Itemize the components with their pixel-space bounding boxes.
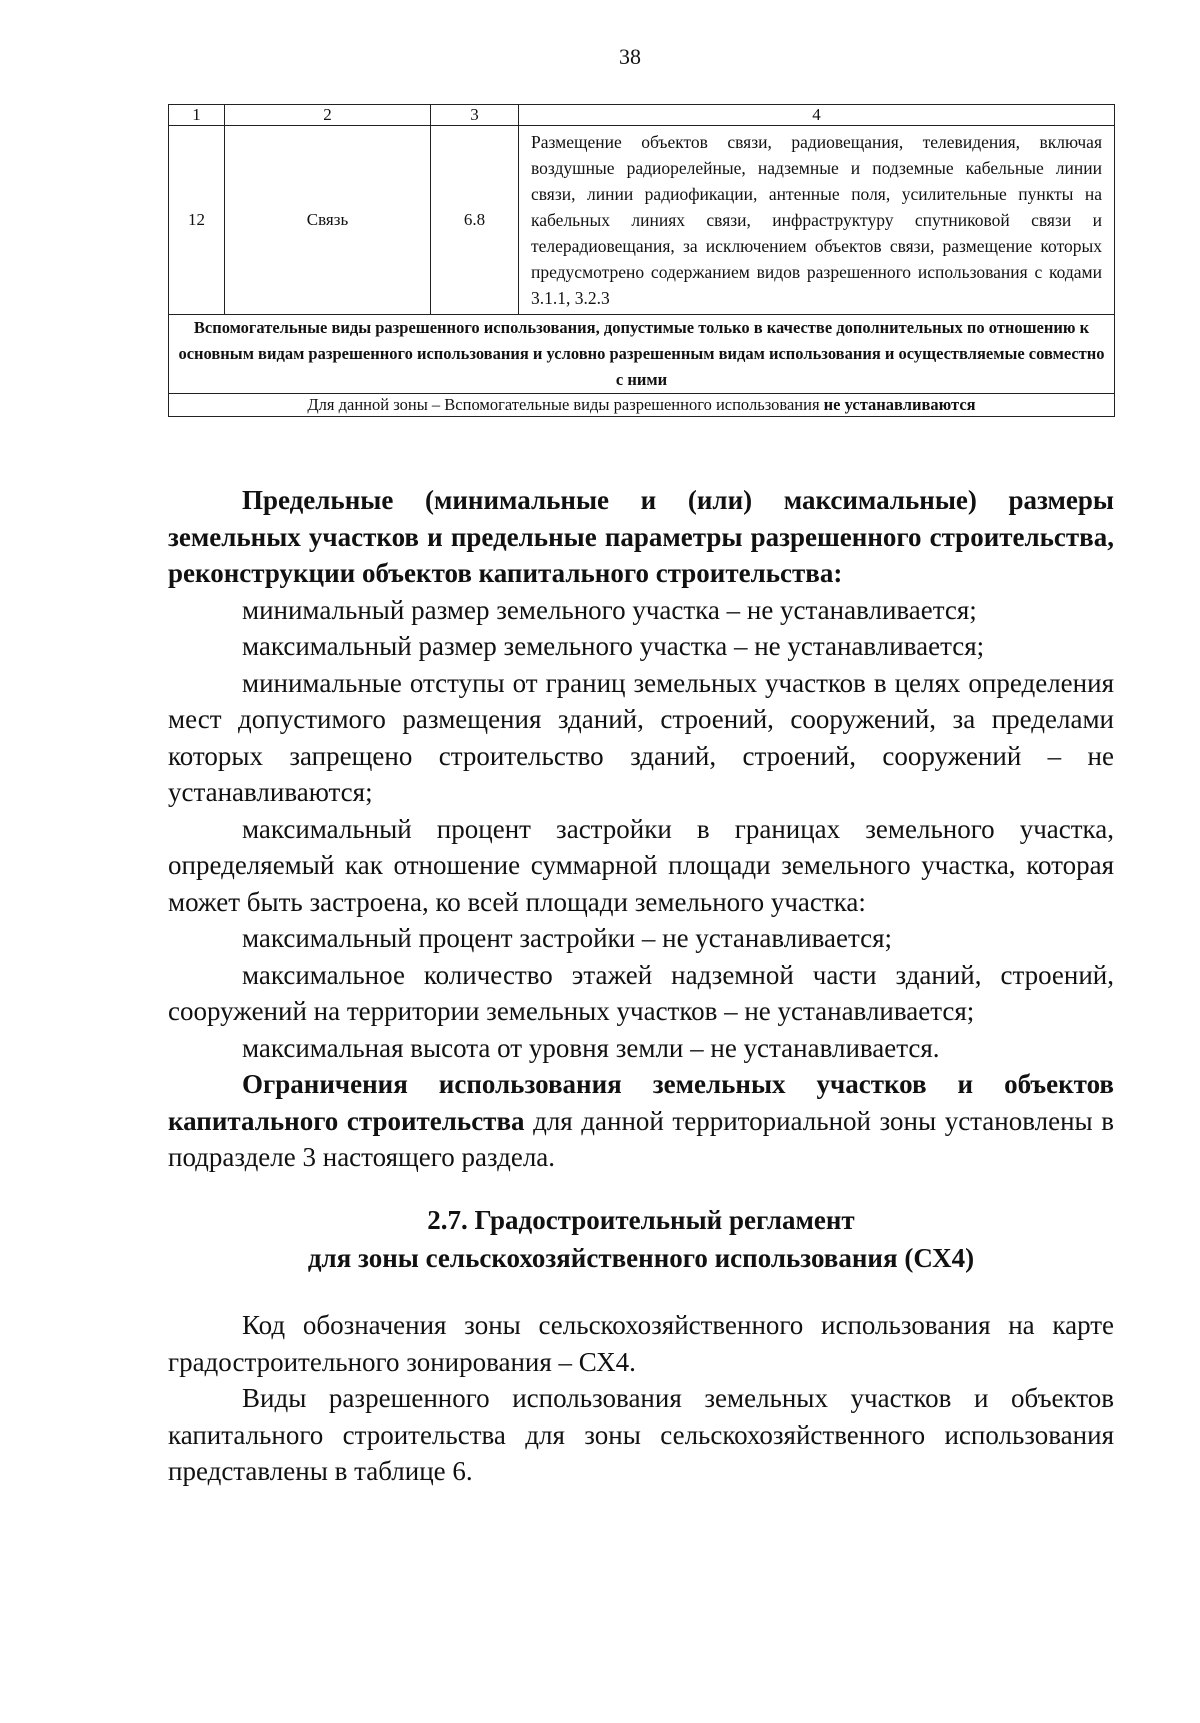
limits-item: максимальный процент застройки – не устанавливается; (242, 923, 893, 953)
aux-note (169, 394, 1115, 417)
table-row (169, 126, 1115, 315)
land-use-table (168, 104, 1115, 417)
limits-item: максимальный процент застройки в границах земельного участка, определяемый как отношение суммарной площади земельного участка, которая может быть застроена, ко всей площади земельного участка: (168, 813, 1114, 917)
limits-item: минимальный размер земельного участка – не устанавливается; (242, 594, 977, 625)
use-code: 6.8 (431, 126, 519, 315)
section-body (168, 1307, 1114, 1490)
aux-title-row (169, 315, 1115, 394)
page-number: 38 (619, 44, 641, 69)
header-cell: 3 (431, 105, 519, 126)
section-paragraph: Код обозначения зоны сельскохозяйственного использования на карте градостроительного зонирования – СХ4. (168, 1310, 1114, 1377)
limits-item: максимальный размер земельного участка – не устанавливается; (242, 631, 985, 661)
header-cell: 1 (169, 105, 225, 126)
limits-item: максимальная высота от уровня земли – не устанавливается. (242, 1032, 940, 1063)
limits-section (168, 482, 1114, 1176)
section-heading (168, 1201, 1114, 1277)
limits-item: максимальное количество этажей надземной части зданий, строений, сооружений на территории земельных участков – не устанавливается; (168, 959, 1114, 1026)
aux-title: Вспомогательные виды разрешенного использования, допустимые только в качестве дополнительных по отношению к основным видам разрешенного использования и условно разрешенным видам использования и осуществляемые совместно с ними (169, 315, 1115, 394)
section-paragraph: Виды разрешенного использования земельных участков и объектов капитального строительства для зоны сельскохозяйственного использования представлены в таблице 6. (168, 1383, 1114, 1486)
aux-note-bold: не устанавливаются (823, 395, 976, 414)
restrictions-bold: Ограничения использования земельных участков и объектов капитального строительства (168, 1069, 1114, 1136)
header-cell: 4 (519, 105, 1115, 126)
aux-note-row (169, 394, 1115, 417)
aux-note-text: Для данной зоны – Вспомогательные виды разрешенного использования (307, 395, 824, 414)
restrictions-text: для данной территориальной зоны установлены в подразделе 3 настоящего раздела. (168, 1105, 1114, 1172)
limits-title: Предельные (минимальные и (или) максимальные) размеры земельных участков и предельные параметры разрешенного строительства, реконструкции объектов капитального строительства: (168, 485, 1114, 588)
header-cell: 2 (225, 105, 431, 126)
section-title-line1: 2.7. Градостроительный регламент (427, 1205, 855, 1235)
restrictions-paragraph (168, 1066, 1114, 1176)
table-header-row (169, 105, 1115, 126)
row-number: 12 (169, 126, 225, 315)
section-title-line2: для зоны сельскохозяйственного использования (СХ4) (307, 1243, 975, 1273)
use-name: Связь (225, 126, 431, 315)
use-description: Размещение объектов связи, радиовещания, телевидения, включая воздушные радиорелейные, надземные и подземные кабельные линии связи, линии радиофикации, антенные поля, усилительные пункты на кабельных линиях связи, инфраструктуру спутниковой связи и телерадиовещания, за исключением объектов связи, размещение которых предусмотрено содержанием видов разрешенного использования с кодами 3.1.1, 3.2.3 (519, 126, 1115, 315)
limits-item: минимальные отступы от границ земельных участков в целях определения мест допустимого размещения зданий, строений, сооружений, за пределами которых запрещено строительство зданий, строений, сооружений – не устанавливаются; (168, 667, 1114, 807)
